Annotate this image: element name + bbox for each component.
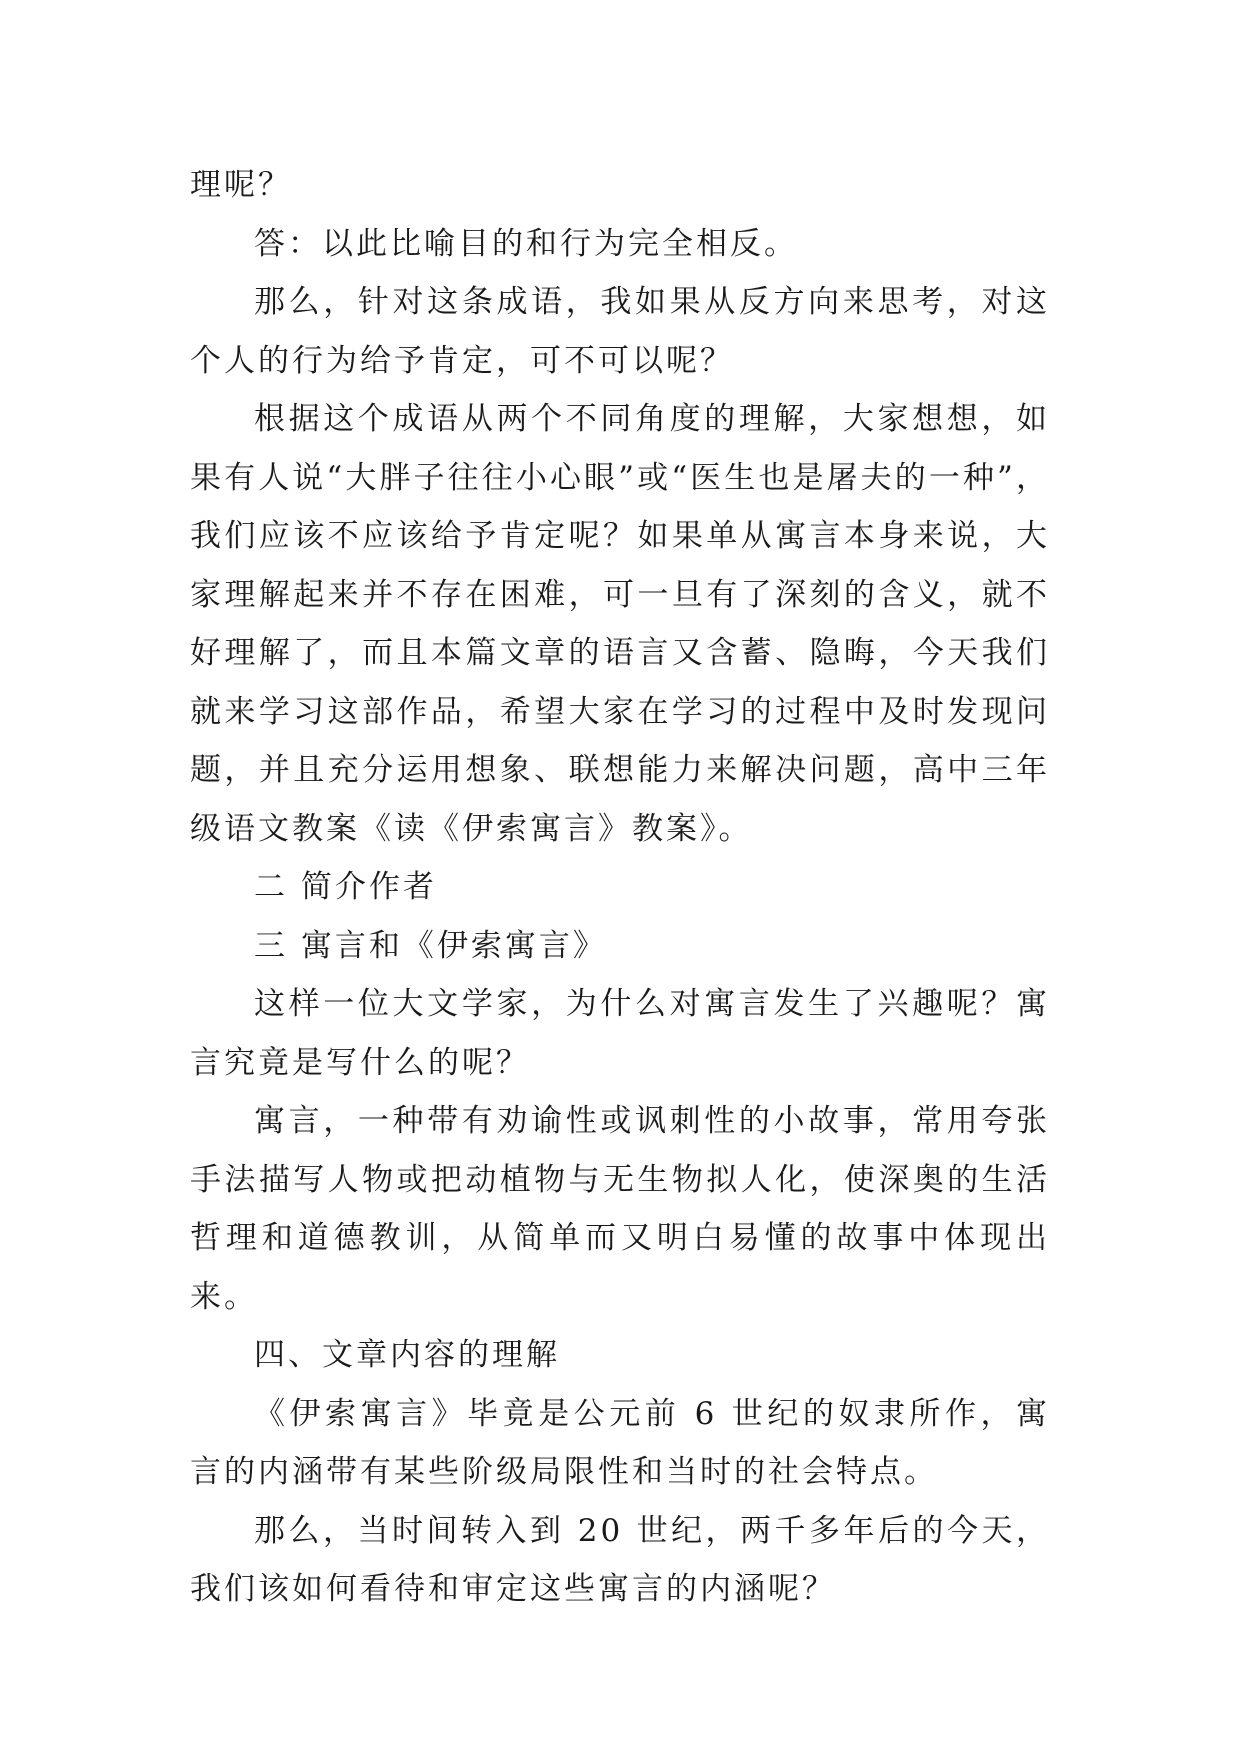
section-heading: 二 简介作者 [254,869,437,905]
paragraph: 答：以此比喻目的和行为完全相反。 [254,225,798,262]
paragraph: 这样一位大文学家，为什么对寓言发生了兴趣呢？寓言究竟是写什么的呢？ [190,986,1050,1081]
section-heading: 四、文章内容的理解 [254,1337,560,1373]
paragraph: 根据这个成语从两个不同角度的理解，大家想想，如果有人说“大胖子往往小心眼”或“医生也是屠夫的一种”，我们应该不应该给予肯定呢？如果单从寓言本身来说，大家理解起来并不存在困难，可一旦有了深刻的含义，就不好理解了，而且本篇文章的语言又含蓄、隐晦，今天我们就来学习这部作品，希望大家在学习的过程中及时发现问题，并且充分运用想象、联想能力来解决问题，高中三年级语文教案《读《伊索寓言》教案》。 [190,401,1050,847]
paragraph: 那么，针对这条成语，我如果从反方向来思考，对这个人的行为给予肯定，可不可以呢？ [190,284,1050,379]
section-heading: 三 寓言和《伊索寓言》 [254,927,607,964]
paragraph: 那么，当时间转入到 20 世纪，两千多年后的今天，我们该如何看待和审定这些寓言的内涵呢？ [190,1512,1050,1607]
paragraph: 《伊索寓言》毕竟是公元前 6 世纪的奴隶所作，寓言的内涵带有某些阶级局限性和当时的社会特点。 [190,1395,1050,1490]
document-body [190,156,1050,1619]
paragraph: 理呢？ [190,167,292,203]
paragraph: 寓言，一种带有劝谕性或讽刺性的小故事，常用夸张手法描写人物或把动植物与无生物拟人化，使深奥的生活哲理和道德教训，从简单而又明白易懂的故事中体现出来。 [190,1103,1050,1315]
